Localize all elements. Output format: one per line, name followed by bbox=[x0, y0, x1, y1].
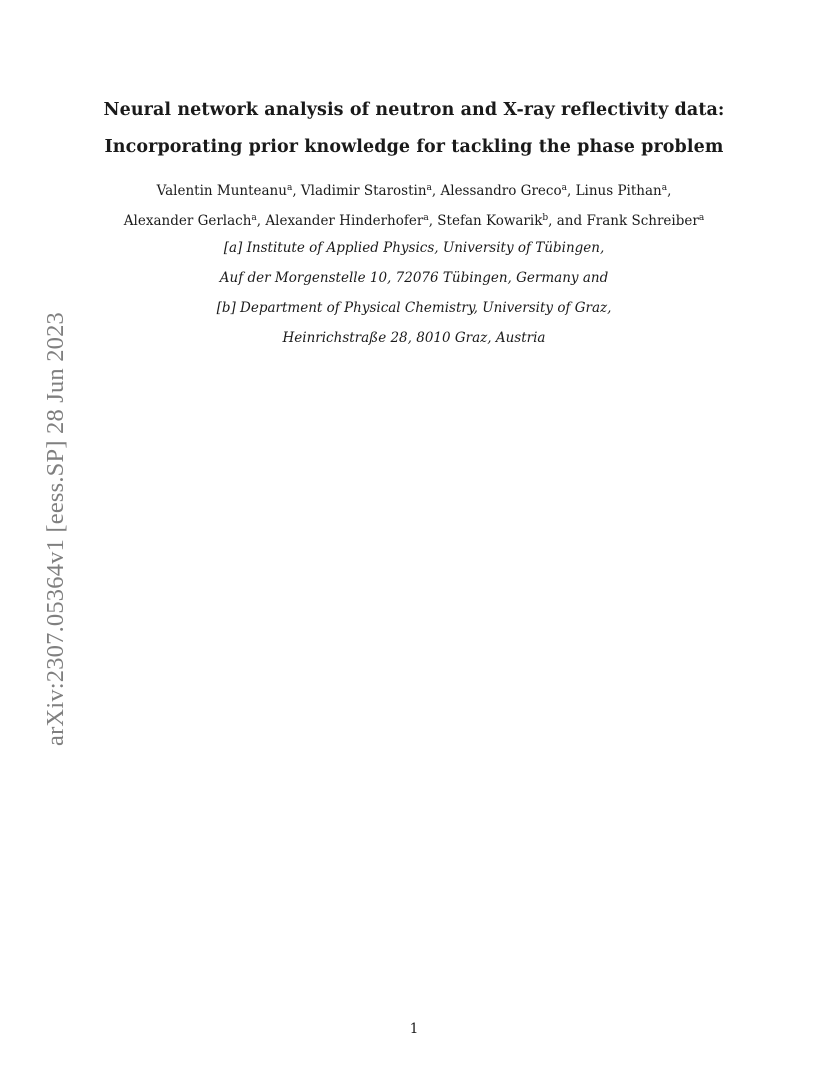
arxiv-stamp: arXiv:2307.05364v1 [eess.SP] 28 Jun 2023 bbox=[42, 311, 69, 747]
title-line-1: Neural network analysis of neutron and X-ray reflectivity data: bbox=[103, 100, 725, 120]
paper-title bbox=[0, 92, 828, 166]
author: Linus Pithan$^a$ bbox=[575, 183, 668, 199]
author: Frank Schreiber$^a$ bbox=[586, 213, 705, 229]
author: Stefan Kowarik$^b$ bbox=[437, 213, 549, 229]
affiliation-line: [b] Department of Physical Chemistry, University of Graz, bbox=[216, 300, 612, 316]
page-number: 1 bbox=[409, 1021, 419, 1037]
author: Alessandro Greco$^a$ bbox=[440, 183, 567, 199]
title-line-2: Incorporating prior knowledge for tackling the phase problem bbox=[104, 137, 724, 157]
author: Vladimir Starostin$^a$ bbox=[300, 183, 432, 199]
affiliation-line: Auf der Morgenstelle 10, 72076 Tübingen, Germany and bbox=[219, 270, 609, 286]
affiliations bbox=[0, 233, 828, 353]
affiliation-line: [a] Institute of Applied Physics, University of Tübingen, bbox=[223, 240, 605, 256]
author-list bbox=[0, 176, 828, 236]
author: Alexander Gerlach$^a$ bbox=[123, 213, 257, 229]
author-line-1: Valentin Munteanu$^a$, Vladimir Starostin$^a$, Alessandro Greco$^a$, Linus Pithan$^a$, bbox=[156, 183, 672, 199]
author: Alexander Hinderhofer$^a$ bbox=[265, 213, 429, 229]
arxiv-sidebar bbox=[38, 286, 74, 772]
affiliation-line: Heinrichstraße 28, 8010 Graz, Austria bbox=[282, 330, 546, 346]
author-line-2: Alexander Gerlach$^a$, Alexander Hinderhofer$^a$, Stefan Kowarik$^b$, and Frank Schreiber$^a$ bbox=[123, 213, 705, 229]
author: Valentin Munteanu$^a$ bbox=[156, 183, 293, 199]
